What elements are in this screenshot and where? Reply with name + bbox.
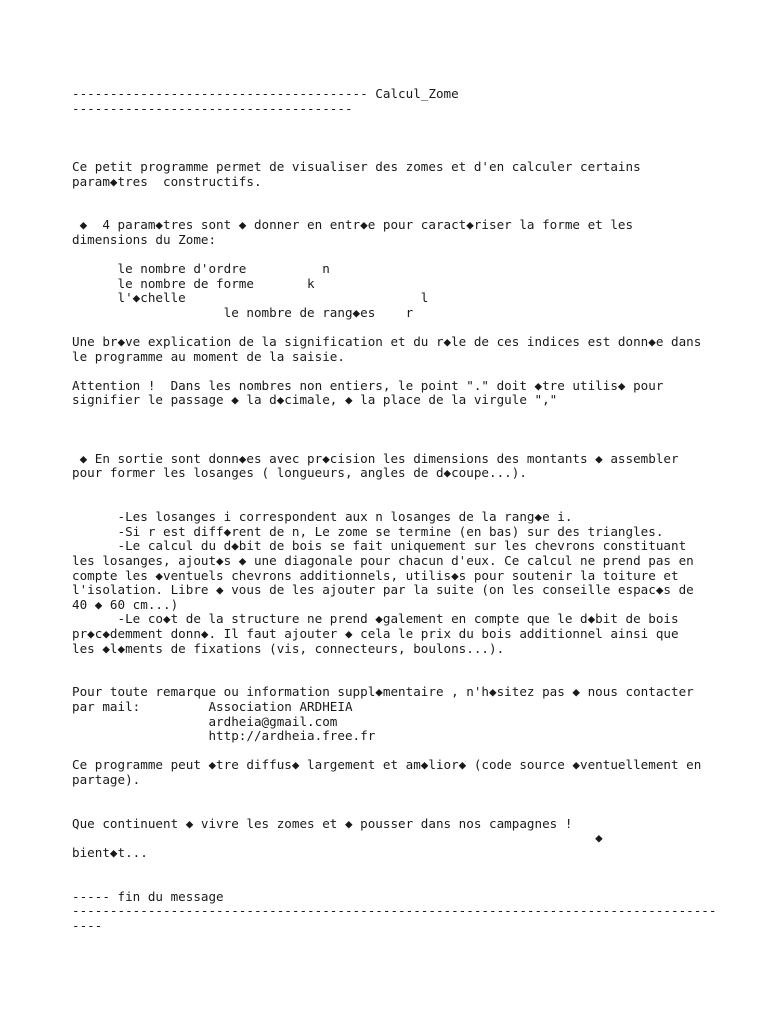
license-line-2: partage).	[72, 771, 141, 787]
note-line: -Le calcul du d◆bit de bois se fait uniquement sur les chevrons constituant	[72, 538, 687, 554]
end-of-message: ----- fin du message	[72, 888, 224, 904]
header-rule-left: ---------------------------------------	[72, 86, 368, 101]
contact-line-1: Pour toute remarque ou information suppl◆mentaire , n'h◆sitez pas ◆ nous contacter	[72, 684, 694, 700]
document-body	[72, 86, 717, 933]
inputs-line-2: dimensions du Zome:	[72, 231, 217, 247]
footer-rule: -------------------------------------------------------------------------------------	[72, 903, 717, 919]
param-form: le nombre de forme k	[72, 275, 315, 291]
inputs-line-1: ◆ 4 param◆tres sont ◆ donner en entr◆e pour caract◆riser la forme et les	[72, 217, 634, 233]
note-line: pr◆c◆demment donn◆. Il faut ajouter ◆ cela le prix du bois additionnel ainsi que	[72, 625, 679, 641]
closing-line-2: ◆	[72, 830, 603, 846]
contact-url: http://ardheia.free.fr	[72, 728, 376, 744]
explanation-line-1: Une br◆ve explication de la signification et du r◆le de ces indices est donn◆e dans	[72, 334, 702, 350]
attention-line-1: Attention ! Dans les nombres non entiers, le point "." doit ◆tre utilis◆ pour	[72, 377, 664, 393]
explanation-line-2: le programme au moment de la saisie.	[72, 348, 345, 364]
note-line: les losanges, ajout◆s ◆ une diagonale pour chacun d'eux. Ce calcul ne prend pas en	[72, 553, 694, 568]
header-title-line	[72, 87, 712, 102]
note-line: compte les ◆ventuels chevrons additionnels, utilis◆s pour soutenir la toiture et	[72, 567, 679, 583]
param-scale: l'◆chelle l	[72, 290, 429, 306]
intro-line-2: param◆tres constructifs.	[72, 173, 262, 189]
document-title: Calcul_Zome	[375, 86, 459, 101]
note-line: 40 ◆ 60 cm...)	[72, 596, 179, 612]
header-rule-below: -------------------------------------	[72, 100, 353, 116]
note-line: l'isolation. Libre ◆ vous de les ajouter par la suite (on les conseille espac◆s de	[72, 582, 694, 598]
license-line-1: Ce programme peut ◆tre diffus◆ largement et am◆lior◆ (code source ◆ventuellement en	[72, 757, 702, 773]
intro-line-1: Ce petit programme permet de visualiser des zomes et d'en calculer certains	[72, 158, 641, 174]
closing-line-3: bient◆t...	[72, 844, 148, 860]
note-line: les ◆l◆ments de fixations (vis, connecteurs, boulons...).	[72, 640, 505, 656]
attention-line-2: signifier le passage ◆ la d◆cimale, ◆ la place de la virgule ","	[72, 392, 558, 408]
param-rows: le nombre de rang◆es r	[72, 304, 414, 320]
note-line: -Le co◆t de la structure ne prend ◆galement en compte que le d◆bit de bois	[72, 611, 679, 627]
footer-rule-tail: ----	[72, 917, 103, 933]
note-line: -Si r est diff◆rent de n, Le zome se termine (en bas) sur des triangles.	[72, 523, 664, 539]
outputs-line-1: ◆ En sortie sont donn◆es avec pr◆cision les dimensions des montants ◆ assembler	[72, 450, 679, 466]
contact-email: ardheia@gmail.com	[72, 713, 338, 729]
closing-line-1: Que continuent ◆ vivre les zomes et ◆ pousser dans nos campagnes !	[72, 815, 573, 831]
outputs-line-2: pour former les losanges ( longueurs, angles de d◆coupe...).	[72, 465, 527, 481]
param-order: le nombre d'ordre n	[72, 261, 330, 277]
note-line: -Les losanges i correspondent aux n losanges de la rang◆e i.	[72, 509, 573, 525]
contact-line-2: par mail: Association ARDHEIA	[72, 698, 353, 714]
